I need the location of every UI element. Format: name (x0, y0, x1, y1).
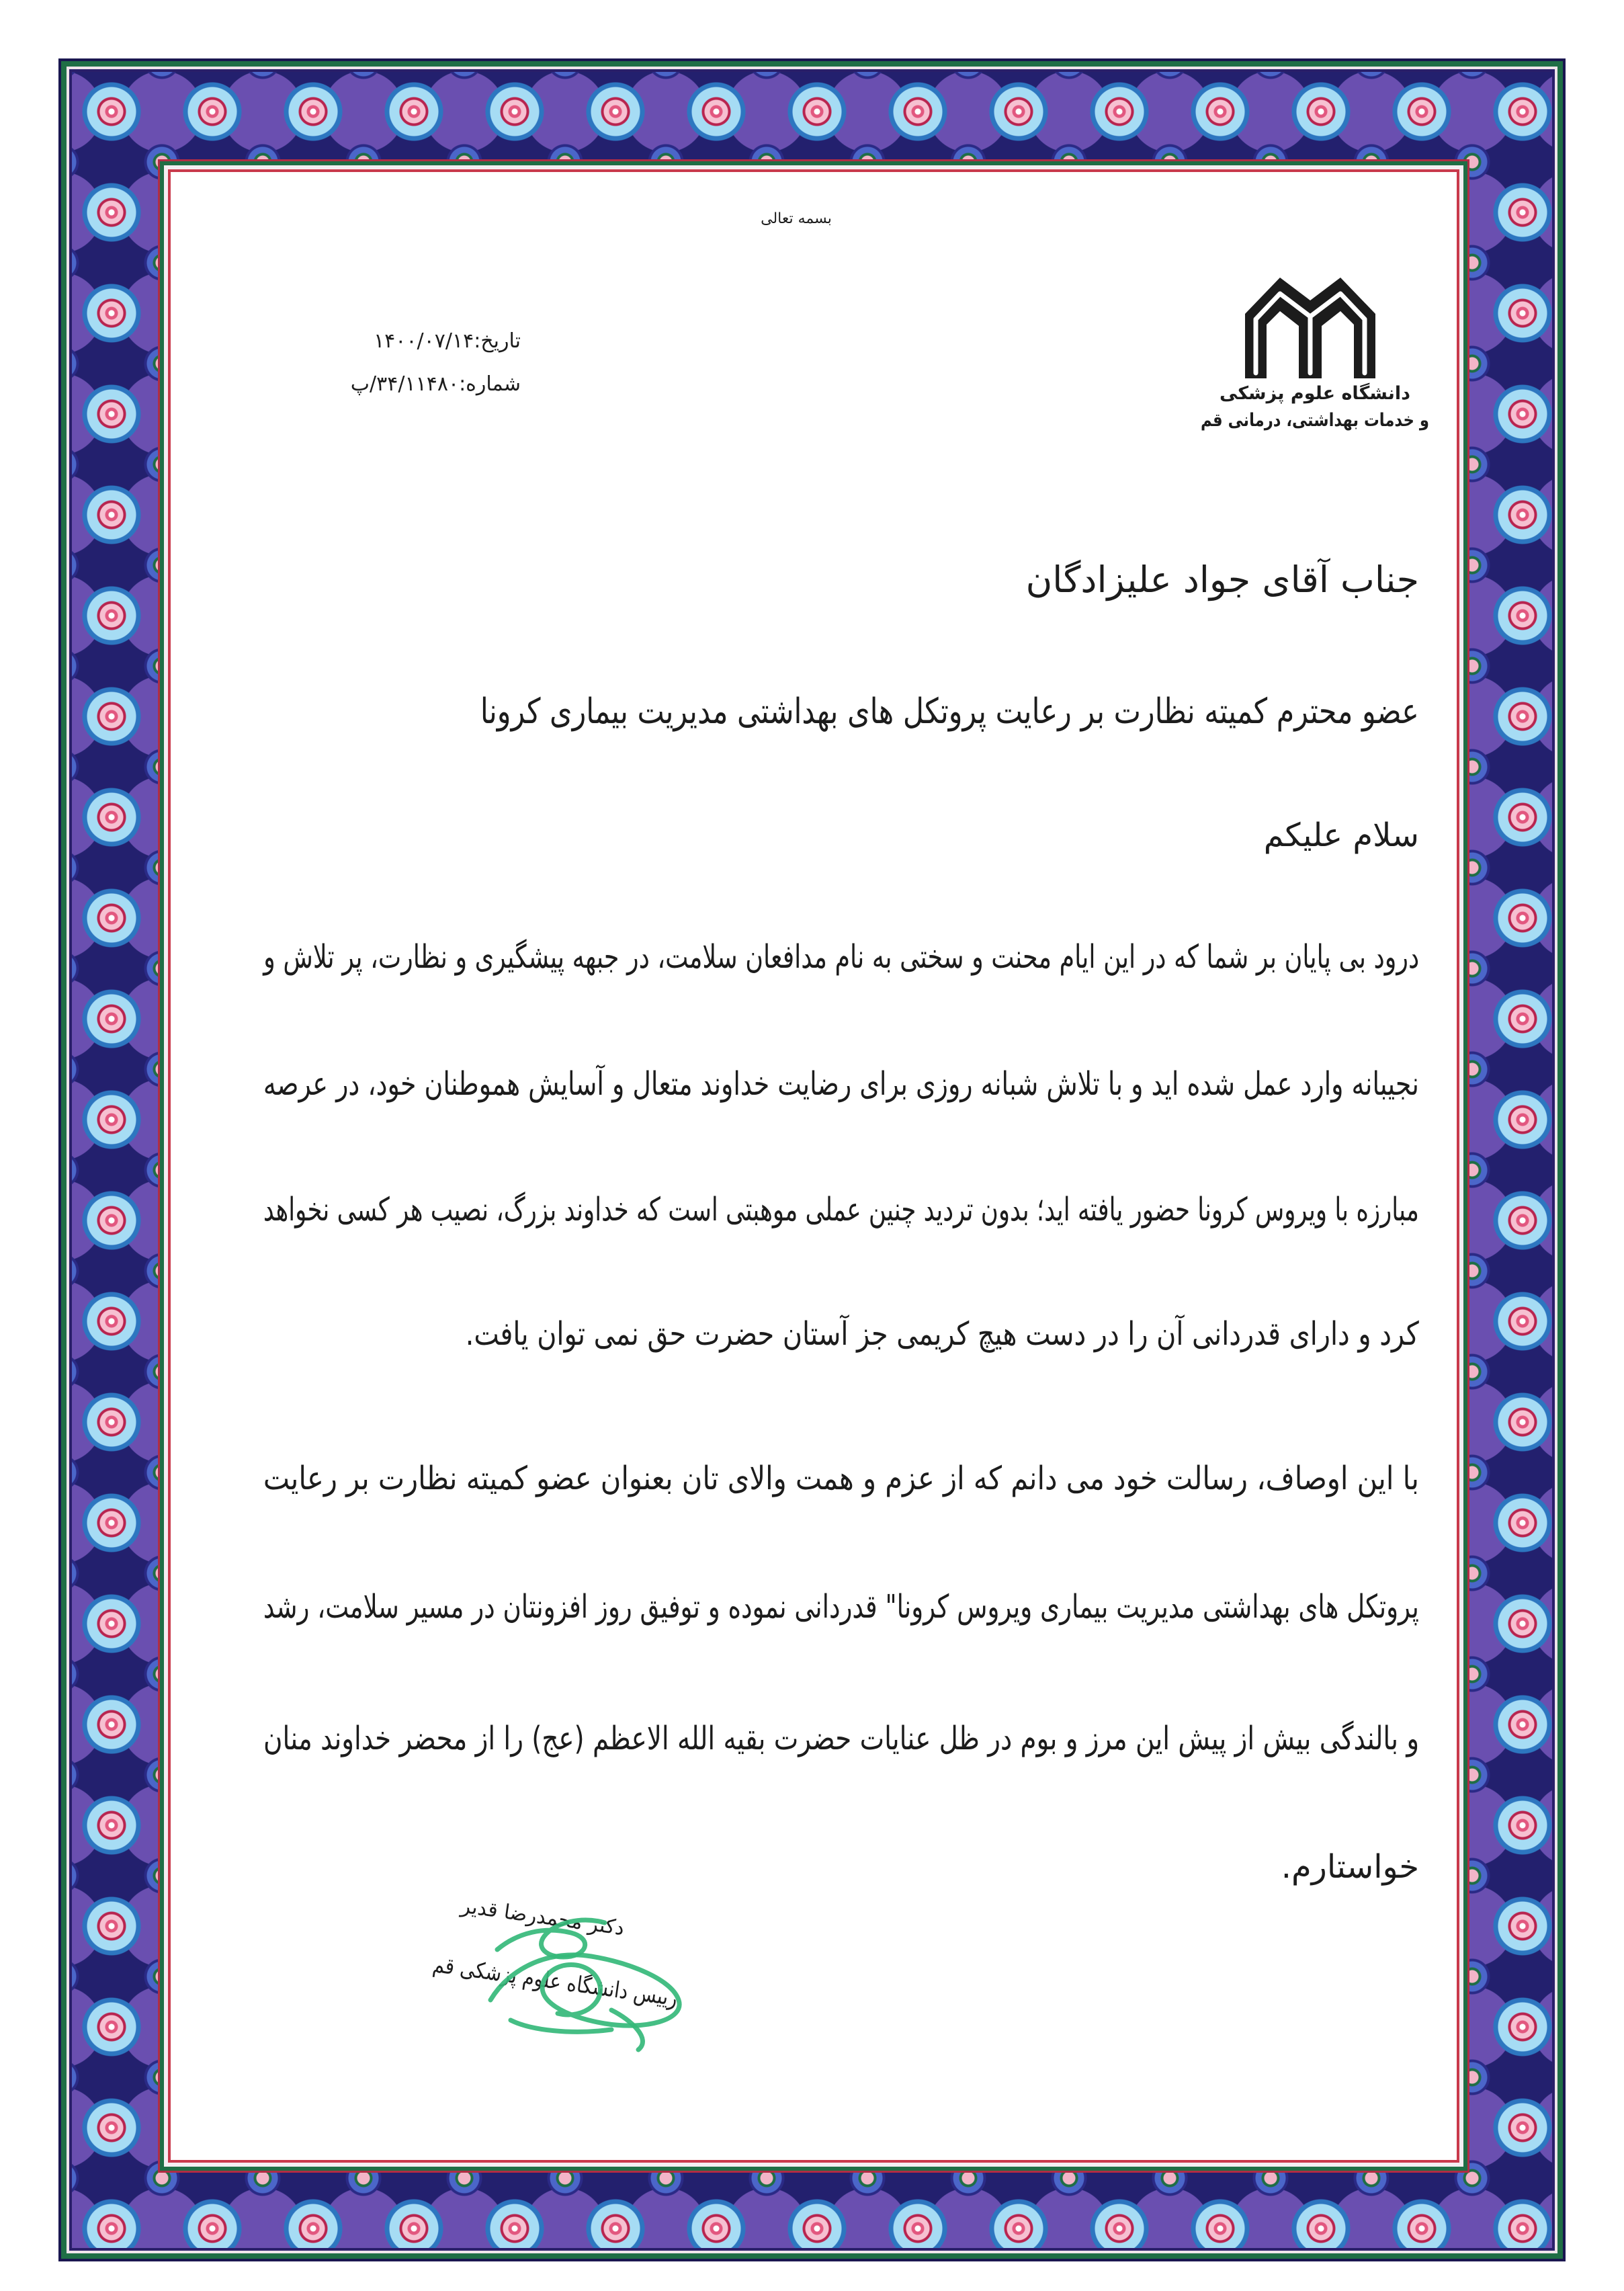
recipient-role-line (480, 681, 1419, 742)
signature-stroke (611, 2010, 642, 2050)
logo-caption-line-1 (1201, 380, 1429, 407)
body-text-2: نجیبانه وارد عمل شده اید و با تلاش شبانه روزی برای رضایت خداوند متعال و آسایش هموطنان خود، در عرصه (263, 1065, 1419, 1103)
body-line-6 (263, 1577, 1419, 1637)
body-text-5: با این اوصاف، رسالت خود می دانم که از عزم و همت والای تان بعنوان عضو کمیته نظارت بر رعایت (263, 1460, 1419, 1497)
signature-stroke (490, 1955, 679, 2026)
closing-text: خواستارم. (1281, 1848, 1419, 1886)
signature-stroke (497, 1920, 605, 1957)
bismillah-text: بسمه تعالی (761, 210, 832, 227)
body-text-1: درود بی پایان بر شما که در این ایام محنت و سختی به نام مدافعان سلامت، در جبهه پیشگیری و نظارت، پر تلاش و (263, 938, 1419, 976)
greeting-line (1142, 805, 1419, 866)
university-logo-icon (1240, 265, 1381, 383)
body-line-4 (466, 1304, 1419, 1364)
date-value: ۱۴۰۰/۰۷/۱۴ (374, 329, 474, 353)
handwritten-signature-mark (470, 1886, 699, 2054)
signatory-title: رییس دانشگاه علوم پزشکی قم (431, 1950, 679, 2011)
logo-caption-1: دانشگاه علوم پزشکی (1220, 383, 1410, 404)
closing-line (1142, 1837, 1419, 1897)
logo-caption-2: و خدمات بهداشتی، درمانی قم (1201, 410, 1429, 431)
number-value: ۳۴/۱۱۴۸۰/پ (350, 372, 460, 396)
date-text (374, 321, 521, 362)
signatory-name: دکتر محمدرضا قدیر (459, 1894, 626, 1941)
body-text-7: و بالندگی بیش از پیش این مرز و بوم در ظل عنایات حضرت بقیه الله الاعظم (عج) را از محضر خداوند منان (263, 1720, 1419, 1757)
body-line-3 (263, 1179, 1419, 1240)
recipient-role: عضو محترم کمیته نظارت بر رعایت پروتکل های بهداشتی مدیریت بیماری کرونا (480, 692, 1419, 732)
body-text-6: پروتکل های بهداشتی مدیریت بیماری ویروس کرونا" قدردانی نموده و توفیق روز افزونتان در مسیر سلامت، رشد (263, 1588, 1419, 1626)
body-text-4: کرد و دارای قدردانی آن را در دست هیچ کریمی جز آستان حضرت حق نمی توان یافت. (466, 1315, 1419, 1353)
date-label: تاریخ: (474, 329, 521, 353)
greeting-text: سلام علیکم (1263, 817, 1419, 854)
body-line-1 (263, 927, 1419, 987)
number-row (289, 364, 521, 405)
number-text (351, 364, 521, 405)
body-text-3: مبارزه با ویروس کرونا حضور یافته اید؛ بدون تردید چنین عملی موهبتی است که خداوند بزرگ، نصیب هر کسی نخواهد (263, 1191, 1419, 1228)
body-line-2 (263, 1054, 1419, 1114)
body-line-7 (263, 1708, 1419, 1769)
number-label: شماره: (459, 372, 521, 396)
body-line-5 (263, 1448, 1419, 1509)
date-row (289, 321, 521, 362)
recipient-name: جناب آقای جواد علیزادگان (1025, 558, 1419, 601)
logo-caption-line-2 (1201, 407, 1429, 434)
bismillah-heading (749, 206, 843, 233)
recipient-line (1016, 550, 1419, 610)
